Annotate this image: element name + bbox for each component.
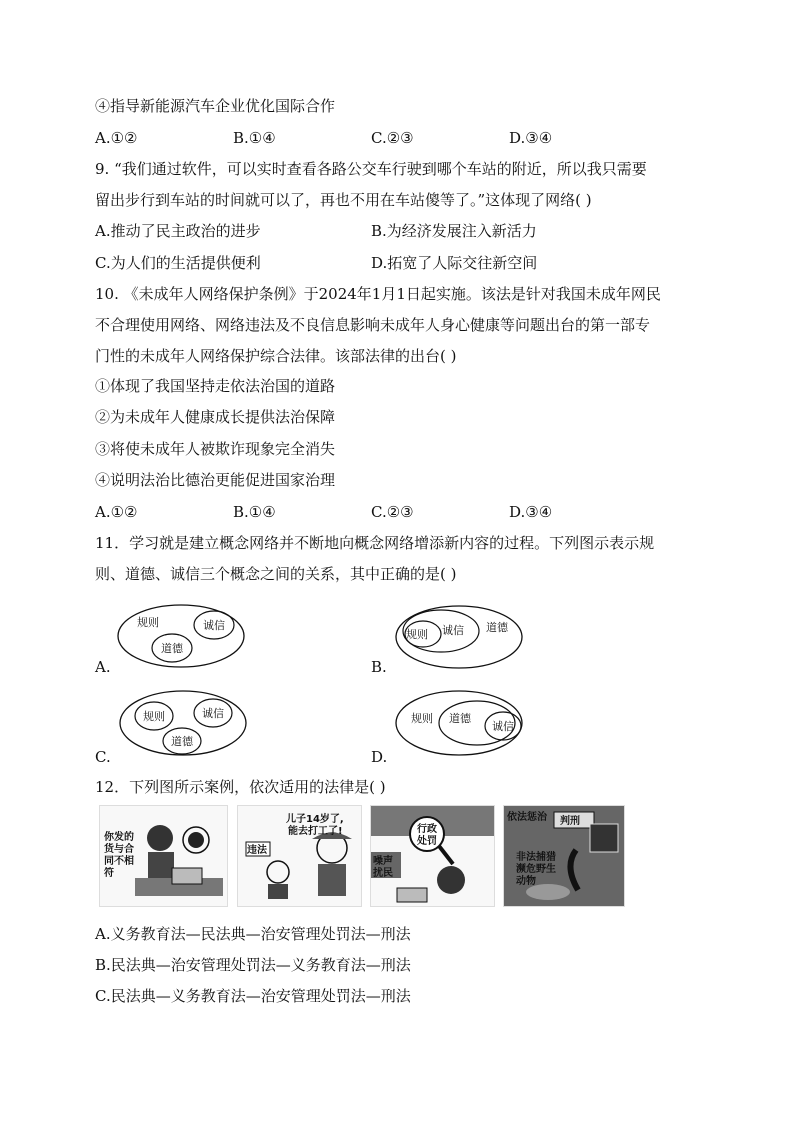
- q12-c3-text-4: 扰民: [373, 868, 393, 879]
- q10-option-d: D.③④: [509, 503, 553, 521]
- q9-option-a: A.推动了民主政治的进步: [95, 222, 261, 240]
- q11-d-honesty-label: 诚信: [492, 720, 514, 733]
- q8-item-4: ④指导新能源汽车企业优化国际合作: [95, 97, 336, 115]
- q11-a-honesty-label: 诚信: [203, 619, 225, 632]
- q11-a-morality-label: 道德: [161, 642, 183, 655]
- q12-c2-text-3: 违法: [247, 845, 267, 856]
- q12-cartoon-2: [237, 805, 362, 907]
- q11-stem-line-1: 11．学习就是建立概念网络并不断地向概念网络增添新内容的过程。下列图示表示规: [95, 534, 655, 552]
- q10-option-c: C.②③: [371, 503, 414, 521]
- q12-c4-text-4: 濒危野生: [516, 864, 556, 875]
- q11-label-b: B.: [371, 658, 387, 676]
- q11-b-honesty-label: 诚信: [442, 624, 464, 637]
- q9-option-c: C.为人们的生活提供便利: [95, 254, 261, 272]
- q11-diagram-c: [117, 688, 249, 758]
- q8-option-c: C.②③: [371, 129, 414, 147]
- q11-diagram-d: [393, 688, 525, 758]
- q12-cartoon-4: [503, 805, 625, 907]
- q11-b-morality-label: 道德: [486, 621, 508, 634]
- q12-option-a: A.义务教育法—民法典—治安管理处罚法—刑法: [95, 925, 411, 943]
- q12-c4-text-3: 非法捕猎: [516, 852, 556, 863]
- q11-c-morality-label: 道德: [171, 735, 193, 748]
- q12-option-c: C.民法典—义务教育法—治安管理处罚法—刑法: [95, 987, 411, 1005]
- q8-option-a: A.①②: [95, 129, 138, 147]
- q12-c4-text-1: 依法惩治: [507, 812, 547, 823]
- q10-item-4: ④说明法治比德治更能促进国家治理: [95, 471, 336, 489]
- q12-c3-text-2: 处罚: [417, 836, 437, 847]
- q8-option-b: B.①④: [233, 129, 276, 147]
- q12-c1-text-3: 同不相: [104, 856, 134, 867]
- q9-stem-line-2: 留出步行到车站的时间就可以了，再也不用在车站傻等了。”这体现了网络( ): [95, 191, 592, 209]
- q12-c1-text-2: 货与合: [104, 844, 134, 855]
- q11-d-morality-label: 道德: [449, 712, 471, 725]
- q11-diagram-b: [393, 603, 525, 671]
- q12-cartoon-1: [99, 805, 228, 907]
- q12-c4-text-5: 动物: [516, 876, 536, 887]
- q10-stem-line-2: 不合理使用网络、网络违法及不良信息影响未成年人身心健康等问题出台的第一部专: [95, 316, 651, 334]
- q11-label-d: D.: [371, 748, 388, 766]
- q11-b-rule-label: 规则: [406, 628, 428, 641]
- q11-stem-line-2: 则、道德、诚信三个概念之间的关系，其中正确的是( ): [95, 565, 457, 583]
- q10-item-3: ③将使未成年人被欺诈现象完全消失: [95, 440, 336, 458]
- q10-item-1: ①体现了我国坚持走依法治国的道路: [95, 377, 336, 395]
- q12-c1-text-4: 符: [104, 868, 114, 879]
- q12-c3-text-1: 行政: [417, 824, 437, 835]
- q11-label-a: A.: [95, 658, 111, 676]
- q12-cartoon-3: [370, 805, 495, 907]
- q10-stem-line-3: 门性的未成年人网络保护综合法律。该部法律的出台( ): [95, 347, 457, 365]
- q11-c-honesty-label: 诚信: [202, 707, 224, 720]
- q12-stem: 12．下列图所示案例，依次适用的法律是( ): [95, 778, 386, 796]
- q8-option-d: D.③④: [509, 129, 553, 147]
- q10-stem-line-1: 10. 《未成年人网络保护条例》于2024年1月1日起实施。该法是针对我国未成年网民: [95, 285, 661, 303]
- q11-a-rule-label: 规则: [137, 616, 159, 629]
- q10-item-2: ②为未成年人健康成长提供法治保障: [95, 408, 336, 426]
- q12-c1-text-1: 你发的: [104, 832, 134, 843]
- q9-stem-line-1: 9. “我们通过软件，可以实时查看各路公交车行驶到哪个车站的附近，所以我只需要: [95, 160, 647, 178]
- q10-option-b: B.①④: [233, 503, 276, 521]
- q11-diagram-a: [115, 602, 247, 672]
- q11-c-rule-label: 规则: [143, 710, 165, 723]
- q12-c2-text-2: 能去打工了!: [288, 826, 343, 837]
- q9-option-d: D.拓宽了人际交往新空间: [371, 254, 538, 272]
- q12-c2-text-1: 儿子14岁了,: [286, 814, 344, 825]
- q11-d-rule-label: 规则: [411, 712, 433, 725]
- q11-label-c: C.: [95, 748, 111, 766]
- q10-option-a: A.①②: [95, 503, 138, 521]
- q12-c4-text-2: 判刑: [560, 816, 580, 827]
- q9-option-b: B.为经济发展注入新活力: [371, 222, 537, 240]
- q12-option-b: B.民法典—治安管理处罚法—义务教育法—刑法: [95, 956, 411, 974]
- q12-c3-text-3: 噪声: [373, 856, 393, 867]
